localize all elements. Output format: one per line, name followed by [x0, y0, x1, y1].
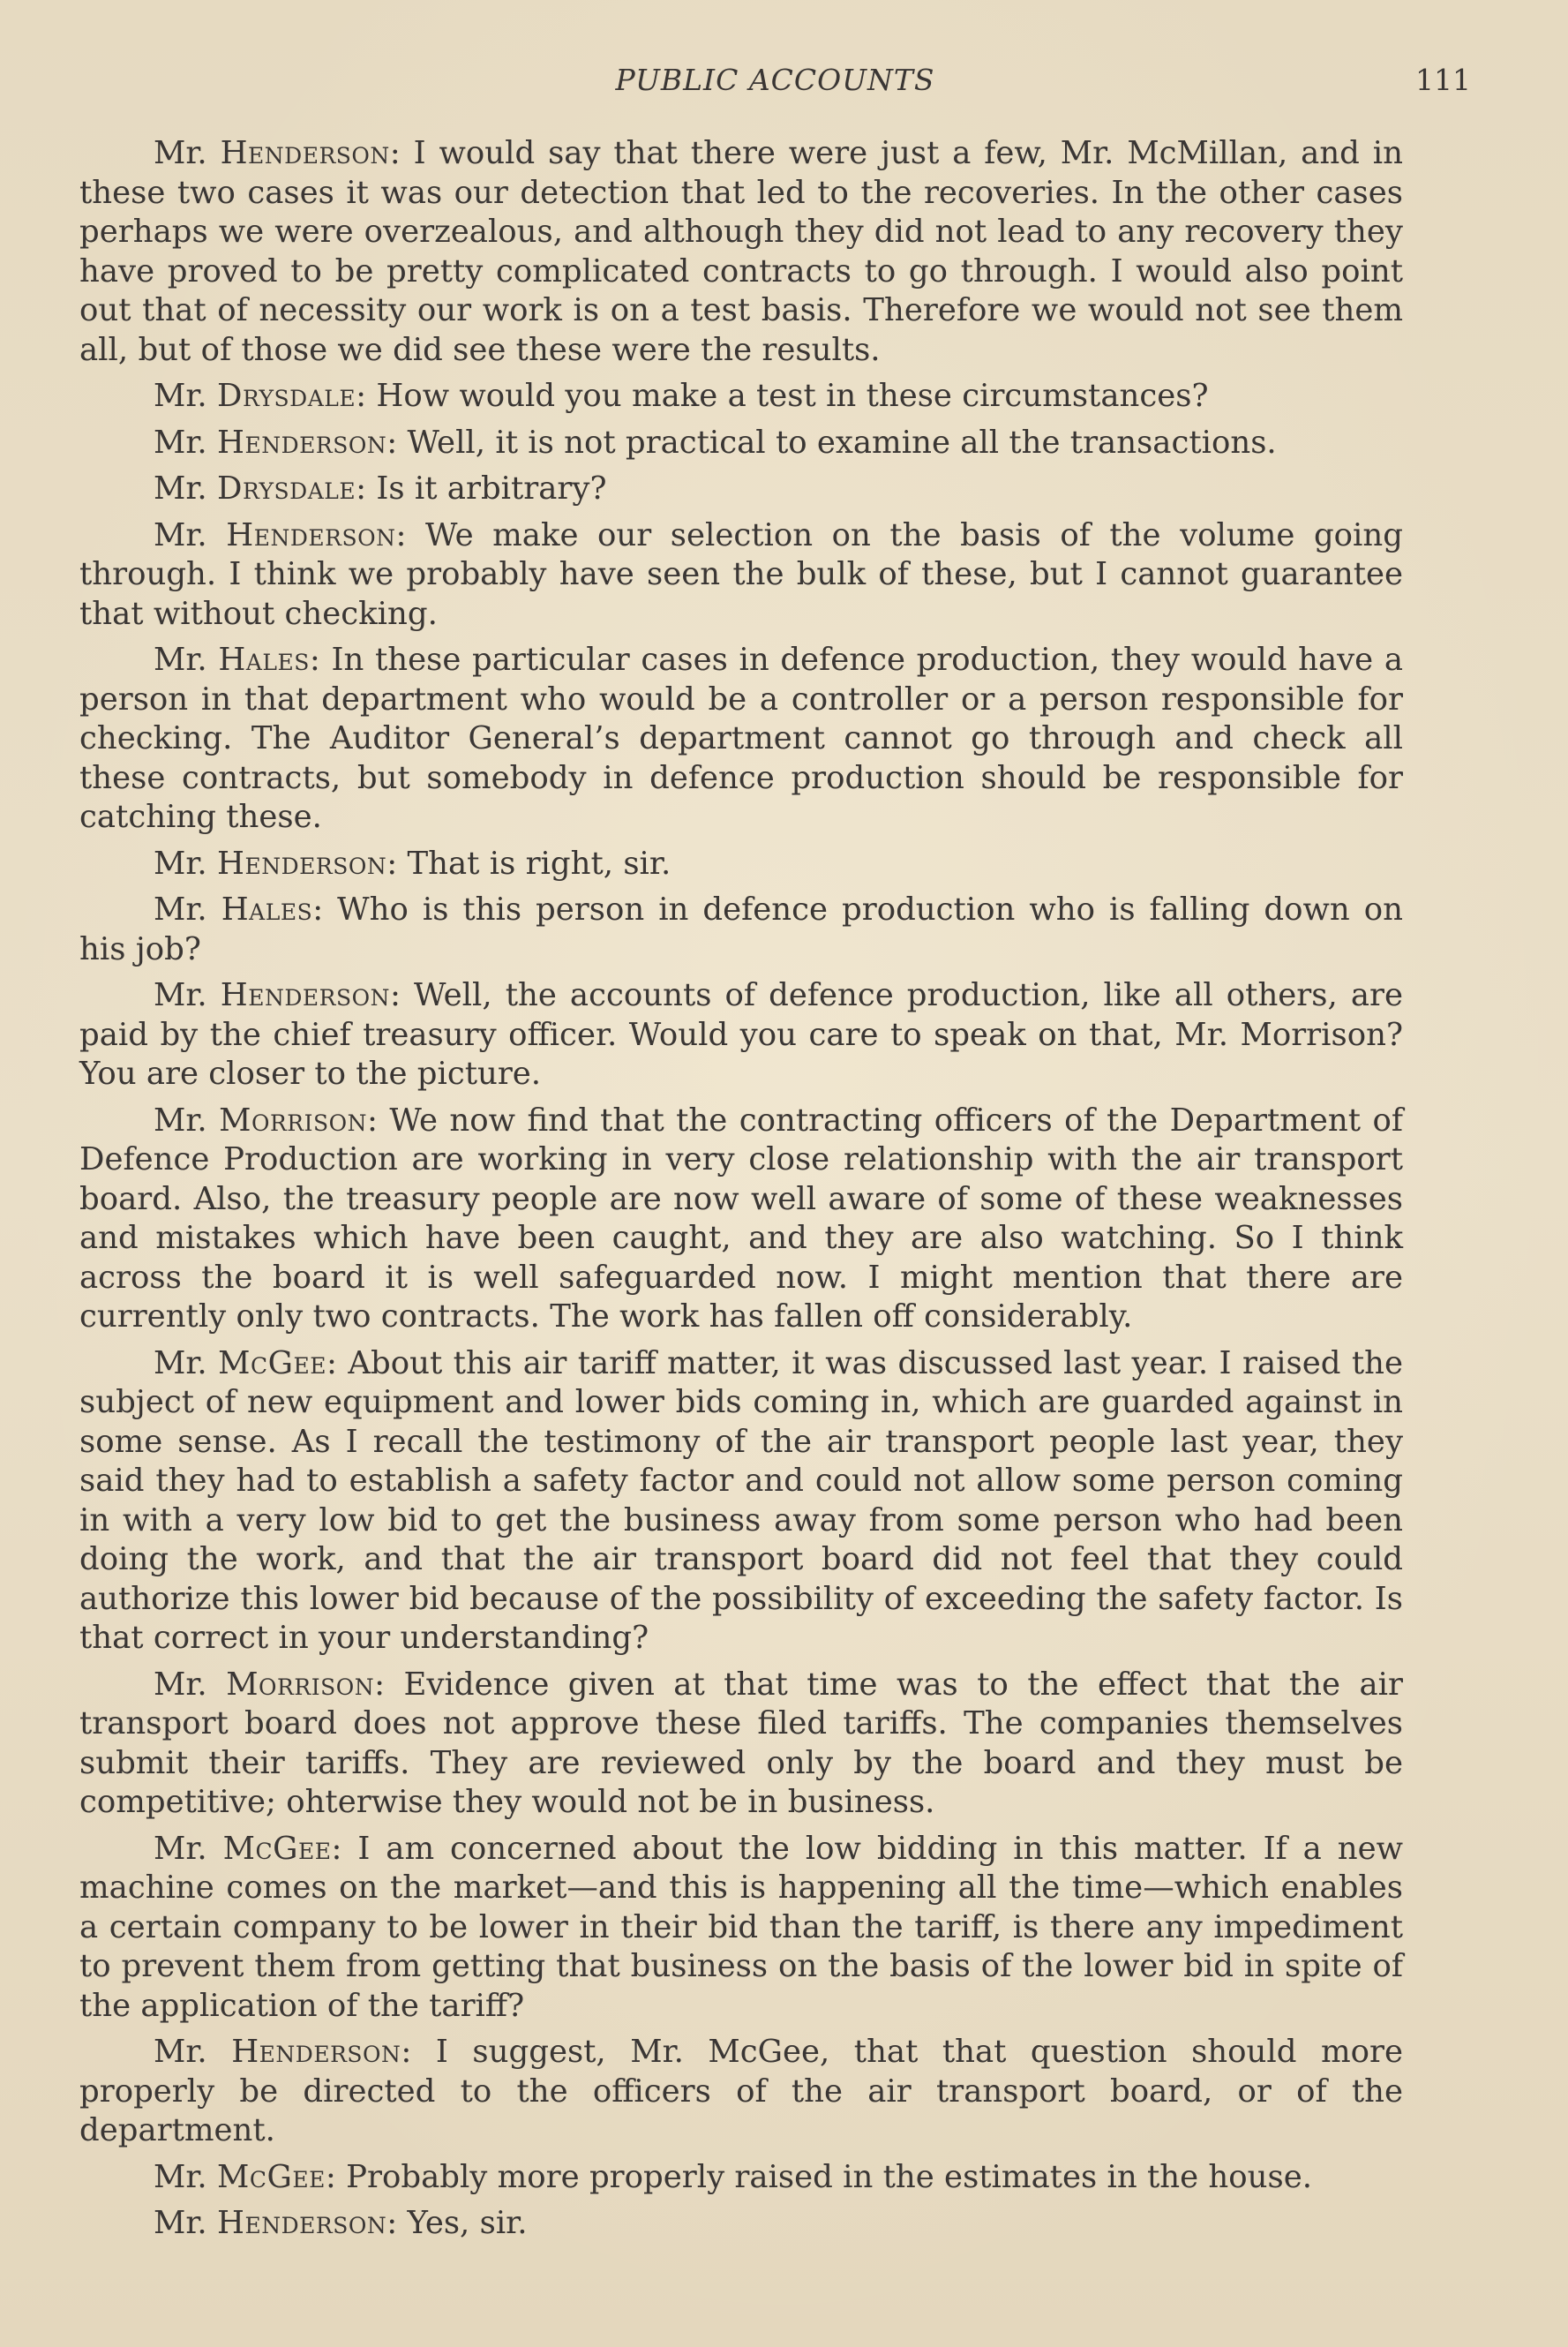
transcript-paragraph: Mr. Morrison: We now find that the contracting officers of the Department of Defence Production are working in very close relationship with the air transport board. Also, the treasury people are now well aware of some of these weaknesses and mistakes which have been caught, and they are also watching. So I think across the board it is well safeguarded now. I might mention that there are currently only two contracts. The work has fallen off considerably.: [79, 1102, 1403, 1335]
paragraph-text: Who is this person in defence production who is falling down on his job?: [79, 891, 1403, 967]
speaker-title: Mr.: [154, 845, 207, 882]
speaker-name: Henderson: [217, 845, 387, 882]
paragraph-text: I suggest, Mr. McGee, that that question should more properly be directed to the officers of the air transport board, or of the department.: [79, 2034, 1403, 2148]
speaker-title: Mr.: [154, 2205, 207, 2241]
transcript-paragraph: Mr. Henderson: Well, it is not practical to examine all the transactions.: [154, 424, 1277, 461]
transcript-body: [79, 134, 1403, 2251]
speaker-title: Mr.: [154, 642, 207, 678]
transcript-paragraph: Mr. Drysdale: How would you make a test in these circumstances?: [154, 378, 1209, 414]
speaker-title: Mr.: [154, 516, 207, 553]
transcript-paragraph: Mr. Morrison: Evidence given at that time was to the effect that the air transport board does not approve these filed tariffs. The companies themselves submit their tariffs. They are reviewed only by the board and they must be competitive; ohterwise they would not be in business.: [79, 1666, 1403, 1820]
transcript-paragraph: Mr. Henderson: That is right, sir.: [154, 845, 671, 882]
transcript-paragraph: Mr. McGee: I am concerned about the low bidding in this matter. If a new machine comes on the market—and this is happening all the time—which enables a certain company to be lower in their bid than the tariff, is there any impediment to prevent them from getting that business on the basis of the lower bid in spite of the application of the tariff?: [79, 1830, 1403, 2024]
transcript-paragraph: Mr. Hales: In these particular cases in defence production, they would have a person in that department who would be a controller or a person responsible for checking. The Auditor General’s department cannot go through and check all these contracts, but somebody in defence production should be responsible for catching these.: [79, 642, 1403, 835]
speaker-name: Morrison: [226, 1666, 375, 1703]
speaker-name: McGee: [218, 1344, 326, 1381]
page-header: [79, 58, 1471, 102]
speaker-name: Henderson: [217, 424, 387, 461]
page-number: 111: [1415, 63, 1471, 97]
running-title: PUBLIC ACCOUNTS: [615, 63, 935, 97]
speaker-title: Mr.: [154, 378, 207, 414]
transcript-paragraph: Mr. Henderson: Well, the accounts of defence production, like all others, are paid by the chief treasury officer. Would you care to speak on that, Mr. Morrison? You are closer to the picture.: [79, 977, 1404, 1092]
speaker-name: Henderson: [231, 2034, 401, 2070]
transcript-paragraph: Mr. Henderson: We make our selection on the basis of the volume going through. I think we probably have seen the bulk of these, but I cannot guarantee that without checking.: [79, 516, 1403, 632]
speaker-name: Henderson: [220, 977, 390, 1013]
speaker-title: Mr.: [154, 891, 207, 928]
speaker-name: Drysdale: [217, 378, 356, 414]
speaker-title: Mr.: [154, 2034, 207, 2070]
paragraph-text: That is right, sir.: [407, 845, 671, 882]
speaker-title: Mr.: [154, 470, 207, 507]
paragraph-text: We now find that the contracting officers of the Department of Defence Production are working in very close relationship with the air transport board. Also, the treasury people are now well aware of some of these weaknesses and mistakes which have been caught, and they are also watching. So I think across the board it is well safeguarded now. I might mention that there are currently only two contracts. The work has fallen off considerably.: [79, 1102, 1403, 1335]
transcript-paragraph: Mr. Henderson: I suggest, Mr. McGee, that that question should more properly be directed to the officers of the air transport board, or of the department.: [79, 2034, 1403, 2148]
speaker-name: Henderson: [220, 135, 390, 171]
speaker-title: Mr.: [154, 135, 207, 171]
speaker-title: Mr.: [154, 1830, 207, 1867]
speaker-title: Mr.: [154, 1102, 207, 1139]
speaker-name: Hales: [221, 891, 313, 928]
transcript-paragraph: Mr. Henderson: Yes, sir.: [154, 2205, 528, 2241]
transcript-paragraph: Mr. McGee: Probably more properly raised in the estimates in the house.: [154, 2158, 1313, 2195]
speaker-name: McGee: [222, 1830, 332, 1867]
transcript-paragraph: Mr. Hales: Who is this person in defence production who is falling down on his job?: [79, 891, 1403, 967]
transcript-paragraph: Mr. Drysdale: Is it arbitrary?: [154, 470, 607, 507]
paragraph-text: Evidence given at that time was to the effect that the air transport board does not approve these filed tariffs. The companies themselves submit their tariffs. They are reviewed only by the board and they must be competitive; ohterwise they would not be in business.: [79, 1666, 1403, 1820]
paragraph-text: In these particular cases in defence production, they would have a person in that department who would be a controller or a person responsible for checking. The Auditor General’s department cannot go through and check all these contracts, but somebody in defence production should be responsible for catching these.: [79, 642, 1403, 835]
speaker-title: Mr.: [154, 1344, 207, 1381]
paragraph-text: About this air tariff matter, it was discussed last year. I raised the subject of new equipment and lower bids coming in, which are guarded against in some sense. As I recall the testimony of the air transport people last year, they said they had to establish a safety factor and could not allow some person coming in with a very low bid to get the business away from some person who had been doing the work, and that the air transport board did not feel that they could authorize this lower bid because of the possibility of exceeding the safety factor. Is that correct in your understanding?: [79, 1344, 1404, 1656]
speaker-name: McGee: [217, 2158, 326, 2195]
paragraph-text: How would you make a test in these circumstances?: [376, 378, 1209, 414]
speaker-title: Mr.: [154, 424, 207, 461]
paragraph-text: Yes, sir.: [407, 2205, 528, 2241]
paragraph-text: Probably more properly raised in the estimates in the house.: [346, 2158, 1313, 2195]
speaker-name: Henderson: [217, 2205, 387, 2241]
speaker-name: Drysdale: [217, 470, 356, 507]
transcript-paragraph: Mr. Henderson: I would say that there were just a few, Mr. McMillan, and in these two cases it was our detection that led to the recoveries. In the other cases perhaps we were overzealous, and although they did not lead to any recovery they have proved to be pretty complicated contracts to go through. I would also point out that of necessity our work is on a test basis. Therefore we would not see them all, but of those we did see these were the results.: [79, 135, 1403, 368]
speaker-title: Mr.: [154, 2158, 207, 2195]
paragraph-text: I would say that there were just a few, Mr. McMillan, and in these two cases it was our detection that led to the recoveries. In the other cases perhaps we were overzealous, and although they did not lead to any recovery they have proved to be pretty complicated contracts to go through. I would also point out that of necessity our work is on a test basis. Therefore we would not see them all, but of those we did see these were the results.: [79, 135, 1403, 368]
paragraph-text: Well, the accounts of defence production, like all others, are paid by the chief treasury officer. Would you care to speak on that, Mr. Morrison? You are closer to the picture.: [79, 977, 1404, 1092]
transcript-paragraph: Mr. McGee: About this air tariff matter, it was discussed last year. I raised the subject of new equipment and lower bids coming in, which are guarded against in some sense. As I recall the testimony of the air transport people last year, they said they had to establish a safety factor and could not allow some person coming in with a very low bid to get the business away from some person who had been doing the work, and that the air transport board did not feel that they could authorize this lower bid because of the possibility of exceeding the safety factor. Is that correct in your understanding?: [79, 1344, 1404, 1656]
speaker-title: Mr.: [154, 1666, 207, 1703]
paragraph-text: Well, it is not practical to examine all the transactions.: [407, 424, 1277, 461]
paragraph-text: I am concerned about the low bidding in this matter. If a new machine comes on the market—and this is happening all the time—which enables a certain company to be lower in their bid than the tariff, is there any impediment to prevent them from getting that business on the basis of the lower bid in spite of the application of the tariff?: [79, 1830, 1403, 2024]
speaker-name: Henderson: [226, 516, 396, 553]
paragraph-text: We make our selection on the basis of the volume going through. I think we probably have seen the bulk of these, but I cannot guarantee that without checking.: [79, 516, 1403, 632]
paragraph-text: Is it arbitrary?: [376, 470, 607, 507]
speaker-name: Hales: [218, 642, 310, 678]
speaker-title: Mr.: [154, 977, 207, 1013]
speaker-name: Morrison: [219, 1102, 368, 1139]
